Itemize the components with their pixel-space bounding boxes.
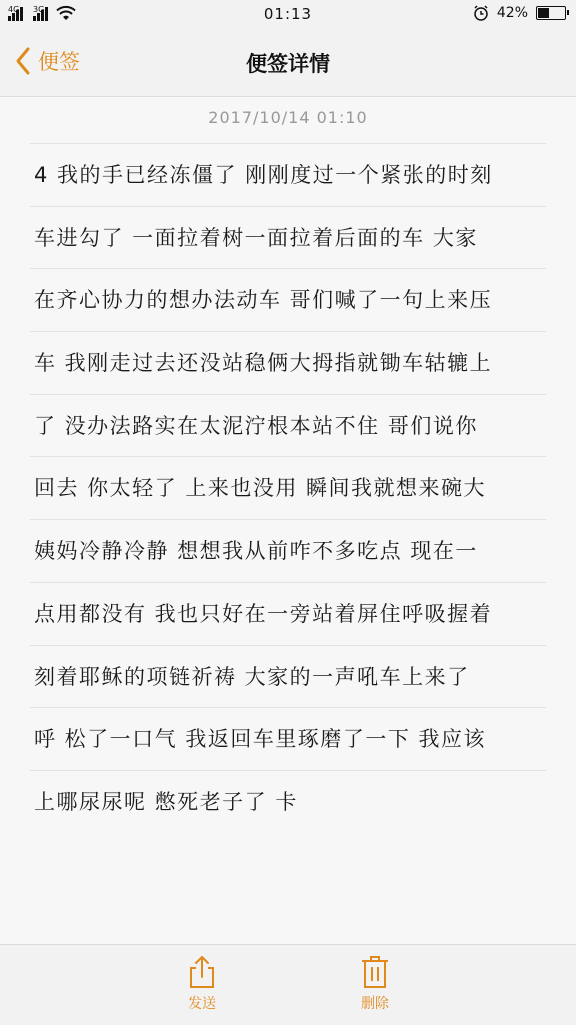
- note-line: 呼 松了一口气 我返回车里琢磨了一下 我应该: [30, 707, 546, 770]
- send-button[interactable]: [162, 955, 242, 1013]
- note-timestamp: 2017/10/14 01:10: [208, 108, 368, 127]
- network-type-label: 4G: [8, 5, 20, 14]
- note-line: 在齐心协力的想办法动车 哥们喊了一句上来压: [30, 268, 546, 331]
- back-label: 便签: [38, 50, 80, 74]
- delete-label: 删除: [361, 996, 389, 1012]
- alarm-icon: [473, 5, 489, 21]
- network-type-label: 3G: [33, 5, 45, 14]
- share-icon: [187, 955, 217, 989]
- status-bar: [0, 0, 576, 30]
- note-line: 上哪尿尿呢 憋死老子了 卡: [30, 770, 546, 833]
- note-line: 姨妈冷静冷静 想想我从前咋不多吃点 现在一: [30, 519, 546, 582]
- send-label: 发送: [188, 996, 216, 1012]
- note-line: 了 没办法路实在太泥泞根本站不住 哥们说你: [30, 394, 546, 457]
- battery-icon: [536, 6, 566, 20]
- note-line: 车 我刚走过去还没站稳俩大拇指就锄车轱辘上: [30, 331, 546, 394]
- note-line: 回去 你太轻了 上来也没用 瞬间我就想来碗大: [30, 456, 546, 519]
- note-line: 刻着耶稣的项链祈祷 大家的一声吼车上来了: [30, 645, 546, 708]
- note-line: 车进勾了 一面拉着树一面拉着后面的车 大家: [30, 206, 546, 269]
- note-line: 4 我的手已经冻僵了 刚刚度过一个紧张的时刻: [30, 143, 546, 206]
- delete-button[interactable]: [335, 955, 415, 1013]
- page-title: 便签详情: [246, 52, 330, 76]
- note-line: 点用都没有 我也只好在一旁站着屏住呼吸握着: [30, 582, 546, 645]
- bottom-toolbar: [0, 944, 576, 1025]
- note-content[interactable]: [30, 143, 546, 833]
- clock: 01:13: [263, 5, 313, 23]
- trash-icon: [360, 955, 390, 989]
- battery-percent: 42%: [496, 5, 528, 21]
- navigation-bar: [0, 30, 576, 97]
